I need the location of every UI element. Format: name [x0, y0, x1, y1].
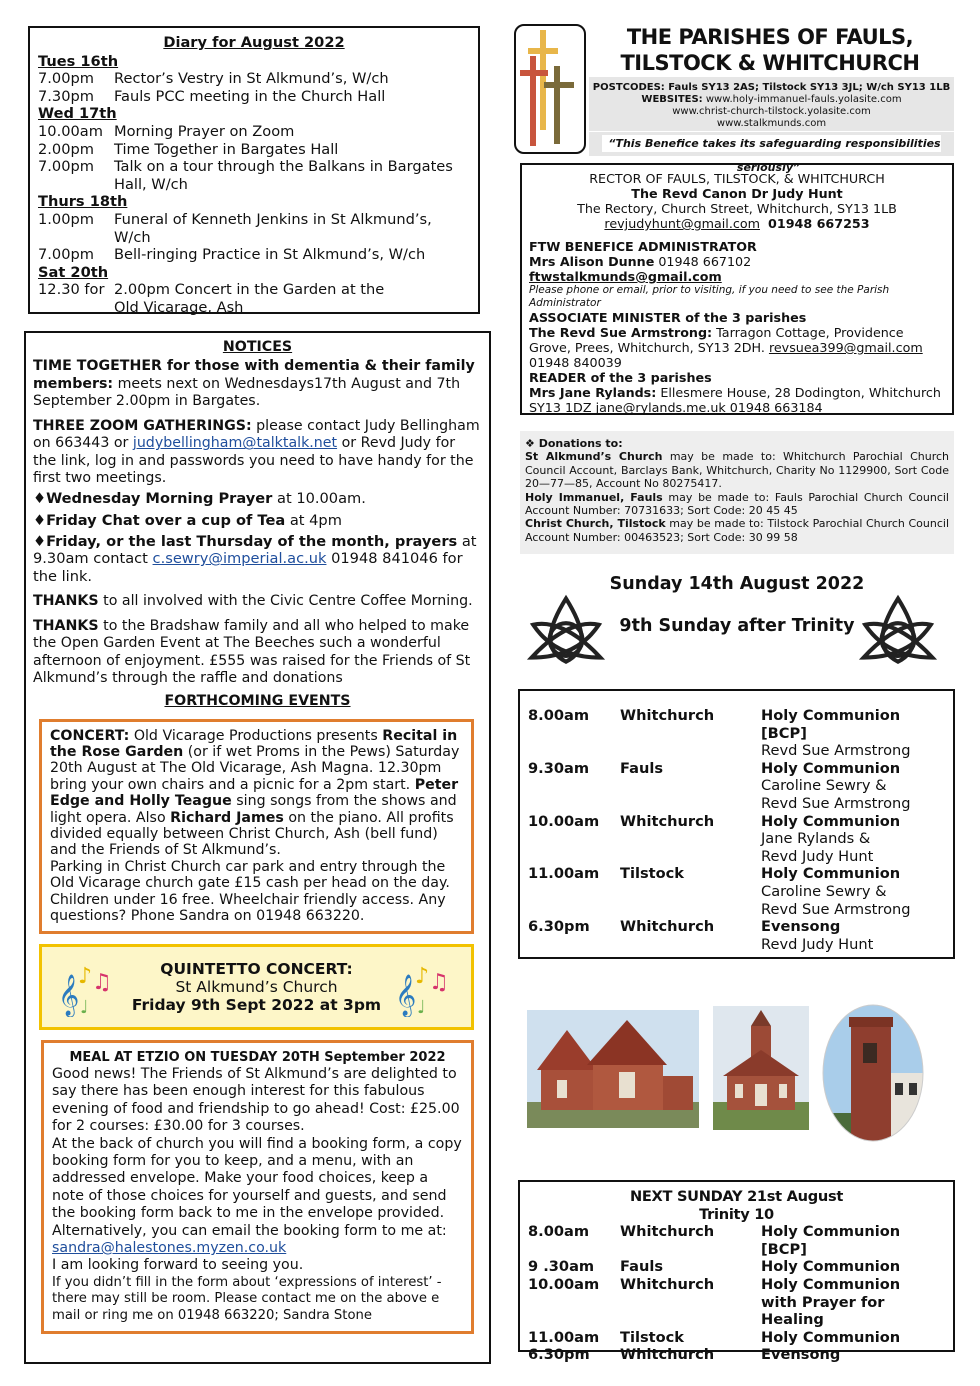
- svg-text:♫: ♫: [429, 969, 449, 995]
- next-sunday-rows: [528, 1223, 945, 1364]
- parishes-title: THE PARISHES OF FAULS, TILSTOCK & WHITCHURCH: [620, 25, 920, 75]
- diary-text: Morning Prayer on Zoom: [114, 122, 295, 140]
- service-time: 8.00am: [528, 1223, 590, 1241]
- service-minister: Caroline Sewry &: [761, 882, 887, 900]
- admin-note: Please phone or email, prior to visiting, if you need to see the Parish Administrator: [529, 284, 890, 309]
- service-minister: Revd Sue Armstrong: [761, 900, 911, 918]
- associate-phone: 01948 840039: [529, 355, 622, 370]
- service-name-cont: with Prayer for Healing: [761, 1293, 885, 1329]
- diary-entry: [38, 141, 470, 159]
- notice-zoom-prayers: ♦Friday, or the last Thursday of the month, prayers at 9.30am contact c.sewry@imperial.ac.uk 01948 841046 for the link.: [33, 532, 477, 585]
- concert-box: [39, 719, 474, 934]
- service-time: 9 .30am: [528, 1258, 595, 1276]
- safeguarding-banner: “This Benefice takes its safeguarding responsibilities seriously”: [589, 132, 954, 156]
- service-place: Whitchurch: [620, 1275, 715, 1293]
- next-sunday-subheading: Trinity 10: [699, 1205, 774, 1223]
- fauls-church-photo: [527, 1010, 699, 1128]
- sunday-date: Sunday 14th August 2022: [609, 574, 865, 594]
- donation-tilstock: Christ Church, Tilstock may be made to: Tilstock Parochial Church Council Account Number: 00463523; Sort Code: 30 99 58: [525, 517, 950, 544]
- meal-email-link[interactable]: sandra@halestones.myzen.co.uk: [52, 1239, 287, 1256]
- service-details: [761, 1346, 945, 1364]
- donation-st-alkmunds: St Alkmund’s Church may be made to: Whitchurch Parochial Church Council Account, Barclays Bank, Whitchurch, Charity No 1129900, Sort Code 20—77—85, Account No 80275417.: [525, 450, 949, 491]
- service-name: Holy Communion: [761, 1328, 901, 1346]
- service-place: Whitchurch: [620, 812, 715, 830]
- services-table: [518, 689, 955, 959]
- service-minister: Revd Sue Armstrong: [761, 794, 911, 812]
- next-service-row: [528, 1346, 945, 1364]
- service-time: 6.30pm: [528, 918, 590, 936]
- diary-text: Bell-ringing Practice in St Alkmund’s, W/ch: [114, 246, 426, 264]
- service-place: Whitchurch: [620, 1346, 715, 1364]
- service-place: Fauls: [620, 759, 664, 777]
- diary-text: Time Together in Bargates Hall: [114, 140, 339, 158]
- concert-text: CONCERT: Old Vicarage Productions presents Recital in the Rose Garden (or if wet Proms in the Pews) Saturday 20th August at The Old Vicarage, Ash Magna. 12.30pm bring your own chairs and a picnic for a 2pm start. Peter Edge and Holly Teague sing songs from the shows and light opera. Also Richard James on the piano. All profits divided equally between Christ Church, Ash (bell fund) and the Friends of St Alkmund’s.: [50, 727, 460, 859]
- crosses-icon: [516, 26, 583, 151]
- postcodes: POSTCODES: Fauls SY13 2AS; Tilstock SY13 3JL; W/ch SY13 1LB: [592, 82, 951, 93]
- service-minister: Revd Judy Hunt: [761, 847, 874, 865]
- rector-name: The Revd Canon Dr Judy Hunt: [631, 186, 843, 201]
- diary-title: Diary for August 2022: [163, 34, 345, 51]
- diary-day: Tues 16th: [38, 52, 119, 70]
- service-details: [761, 760, 945, 813]
- diary-time: 12.30 for: [38, 281, 105, 299]
- diary-entry: [38, 70, 470, 88]
- reader-contact: Mrs Jane Rylands: Ellesmere House, 28 Dodington, Whitchurch SY13 1DZ jane@rylands.me.uk 01948 663184: [529, 385, 941, 415]
- diary-entry: [38, 123, 470, 141]
- svg-text:♩: ♩: [417, 996, 426, 1017]
- notices-box: [24, 331, 491, 1364]
- service-minister: Jane Rylands &: [761, 830, 871, 848]
- meal-p4: If you didn’t fill in the form about ‘expressions of interest’ - there may still be room. Please contact me on the above e mail or ring me on 01948 663220; Sandra Stone: [52, 1274, 442, 1323]
- next-service-row: [528, 1258, 945, 1276]
- notice-thanks-coffee: THANKS to all involved with the Civic Centre Coffee Morning.: [33, 592, 473, 609]
- service-details: [761, 707, 945, 760]
- diary-entry: [38, 246, 470, 264]
- crosses-logo: [514, 24, 586, 154]
- service-place: Tilstock: [620, 865, 685, 883]
- service-name: Holy Communion: [761, 1275, 901, 1293]
- notice-zoom-fri: ♦Friday Chat over a cup of Tea at 4pm: [33, 511, 342, 529]
- service-place: Whitchurch: [620, 918, 715, 936]
- diary-entry: [38, 88, 470, 106]
- donations-panel: [520, 431, 954, 554]
- associate-heading: ASSOCIATE MINISTER of the 3 parishes: [529, 310, 807, 325]
- diary-text: Funeral of Kenneth Jenkins in St Alkmund’s, W/ch: [114, 210, 432, 246]
- zoom-email-link[interactable]: judybellingham@talktalk.net: [132, 435, 338, 452]
- diary-text: Fauls PCC meeting in the Church Hall: [114, 87, 386, 105]
- diary-time: 2.00pm: [38, 140, 94, 158]
- diary-box: [28, 26, 480, 314]
- diary-time: 7.30pm: [38, 87, 94, 105]
- meal-title: MEAL AT ETZIO ON TUESDAY 20TH September 2022: [69, 1049, 446, 1065]
- svg-text:♩: ♩: [80, 996, 89, 1017]
- service-time: 10.00am: [528, 1275, 600, 1293]
- concert-parking: Parking in Christ Church car park and entry through the Old Vicarage church gate £15 cash per head on the day. Children under 16 free. Wheelchair friendly access. Any questions? Phone Sandra on 01948 663220.: [50, 858, 450, 925]
- svg-text:♪: ♪: [78, 963, 93, 989]
- diary-time: 7.00pm: [38, 158, 94, 176]
- service-row: [528, 707, 945, 760]
- service-row: [528, 865, 945, 918]
- service-time: 10.00am: [528, 812, 600, 830]
- service-name: Holy Communion: [761, 812, 901, 830]
- next-service-row: [528, 1329, 945, 1347]
- service-name: Holy Communion: [761, 759, 901, 777]
- service-name: Evensong: [761, 918, 841, 936]
- rector-heading: RECTOR OF FAULS, TILSTOCK, & WHITCHURCH: [589, 171, 885, 186]
- service-place: Whitchurch: [620, 1223, 715, 1241]
- notice-thanks-garden: THANKS to the Bradshaw family and all who helped to make the Open Garden Event at The Beeches such a wonderful afternoon of enjoyment. £555 was raised for the Friends of St Alkmund’s through the raffle and donations: [33, 618, 471, 687]
- service-time: 9.30am: [528, 759, 590, 777]
- service-place: Tilstock: [620, 1328, 685, 1346]
- diary-text: Rector’s Vestry in St Alkmund’s, W/ch: [114, 70, 389, 88]
- service-details: [761, 918, 945, 953]
- website-link[interactable]: www.stalkmunds.com: [716, 118, 827, 129]
- notice-zoom-wed: ♦Wednesday Morning Prayer at 10.00am.: [33, 490, 366, 508]
- diary-text: Talk on a tour through the Balkans in Bargates: [114, 158, 453, 176]
- service-name: Holy Communion [BCP]: [761, 1223, 901, 1258]
- next-sunday-table: [518, 1180, 955, 1364]
- service-row: [528, 918, 945, 953]
- rector-contact: revjudyhunt@gmail.com 01948 667253: [604, 216, 870, 231]
- quintetto-box: [39, 944, 474, 1030]
- music-notes-icon: [393, 957, 453, 1017]
- website-link[interactable]: www.christ-church-tilstock.yolasite.com: [672, 106, 871, 117]
- service-name: Holy Communion [BCP]: [761, 707, 901, 742]
- service-place: Whitchurch: [620, 707, 715, 724]
- diary-text-cont: Old Vicarage, Ash: [114, 298, 244, 316]
- service-details: [761, 813, 945, 866]
- next-sunday-heading: NEXT SUNDAY 21st August: [629, 1188, 844, 1205]
- service-name: Holy Communion: [761, 865, 901, 883]
- meal-box: [41, 1040, 474, 1334]
- admin-heading: FTW BENEFICE ADMINISTRATOR: [529, 239, 757, 254]
- service-minister: Revd Judy Hunt: [761, 935, 874, 953]
- svg-text:♪: ♪: [415, 963, 430, 989]
- service-time: 11.00am: [528, 865, 600, 883]
- diary-entry: [38, 158, 470, 176]
- contacts-box: [520, 163, 954, 415]
- service-time: 8.00am: [528, 707, 590, 724]
- websites: WEBSITES: www.holy-immanuel-fauls.yolasite.com: [641, 94, 902, 105]
- tilstock-church-photo: [713, 1006, 809, 1130]
- forthcoming-events-heading: FORTHCOMING EVENTS: [164, 693, 351, 710]
- service-row: [528, 813, 945, 866]
- diary-entry: [38, 281, 470, 299]
- notices-title: NOTICES: [222, 339, 293, 355]
- next-service-row: [528, 1223, 945, 1258]
- service-minister: Revd Sue Armstrong: [761, 742, 911, 760]
- next-service-row: [528, 1276, 945, 1329]
- prayers-email-link[interactable]: c.sewry@imperial.ac.uk: [152, 550, 327, 568]
- meal-p2: At the back of church you will find a booking form, a copy booking form for you to keep, and a menu, with an addressed envelope. Make your food choices, keep a note of those choices for yourself and guests, and send the booking form back to me in the envelope provided. Alternatively, you can email the booking form to me at:: [52, 1135, 462, 1239]
- service-details: [761, 1276, 945, 1329]
- diary-time: 7.00pm: [38, 70, 94, 88]
- diary-day: Wed 17th: [38, 105, 117, 123]
- quintetto-text: QUINTETTO CONCERT: St Alkmund’s Church Friday 9th Sept 2022 at 3pm: [131, 959, 382, 1014]
- service-place: Fauls: [620, 1258, 664, 1276]
- postcodes-panel: [589, 77, 954, 131]
- meal-p1: Good news! The Friends of St Alkmund’s are delighted to say there has been enough interest for this fabulous evening of food and friendship to go ahead! Cost: £25.00 for 2 courses: £30.00 for 3 courses.: [52, 1065, 460, 1135]
- sunday-title: 9th Sunday after Trinity: [619, 616, 855, 636]
- rector-address: The Rectory, Church Street, Whitchurch, SY13 1LB: [577, 201, 897, 216]
- music-notes-icon: [56, 957, 116, 1017]
- service-name: Holy Communion: [761, 1258, 901, 1276]
- st-alkmunds-church-photo: [821, 1003, 925, 1143]
- diary-text-cont: Hall, W/ch: [114, 175, 188, 193]
- associate-contact: The Revd Sue Armstrong: Tarragon Cottage, Providence Grove, Prees, Whitchurch, SY13 2DH. revsuea399@gmail.com: [529, 325, 923, 355]
- service-row: [528, 760, 945, 813]
- notice-zoom: THREE ZOOM GATHERINGS: please contact Judy Bellingham on 663443 or judybellingham@talktalk.net or Revd Judy for the link, log in and passwords you need to have handy for the first two meetings.: [33, 418, 480, 487]
- diary-time: 7.00pm: [38, 246, 94, 264]
- donations-heading: ❖ Donations to:: [525, 437, 623, 450]
- diary-time: 10.00am: [38, 122, 103, 140]
- reader-heading: READER of the 3 parishes: [529, 370, 712, 385]
- svg-text:♫: ♫: [92, 969, 112, 995]
- diary-text: 2.00pm Concert in the Garden at the: [114, 281, 385, 299]
- service-name: Evensong: [761, 1346, 841, 1364]
- diary-days: [38, 53, 470, 317]
- diary-time: 1.00pm: [38, 210, 94, 228]
- service-time: 6.30pm: [528, 1346, 590, 1364]
- svg-text:𝄞: 𝄞: [395, 974, 417, 1016]
- service-time: 11.00am: [528, 1328, 600, 1346]
- service-details: [761, 865, 945, 918]
- service-details: [761, 1329, 945, 1347]
- svg-text:𝄞: 𝄞: [58, 974, 80, 1016]
- trinity-knot-icon: [857, 592, 939, 674]
- donation-fauls: Holy Immanuel, Fauls may be made to: Fauls Parochial Church Council Account Number: 70731633; Sort Code: 20 45 45: [525, 490, 949, 518]
- service-minister: Caroline Sewry &: [761, 777, 887, 795]
- diary-day: Sat 20th: [38, 263, 109, 281]
- notice-time-together: TIME TOGETHER for those with dementia & their family members: meets next on Wednesdays17th August and 7th September 2.00pm in Bargates.: [33, 358, 475, 409]
- admin-contact: Mrs Alison Dunne 01948 667102 ftwstalkmunds@gmail.com: [529, 254, 752, 284]
- trinity-knot-icon: [525, 592, 607, 674]
- diary-entry: [38, 211, 470, 246]
- meal-p3: I am looking forward to seeing you.: [52, 1257, 304, 1274]
- diary-day: Thurs 18th: [38, 193, 128, 211]
- service-details: [761, 1223, 945, 1258]
- service-details: [761, 1258, 945, 1276]
